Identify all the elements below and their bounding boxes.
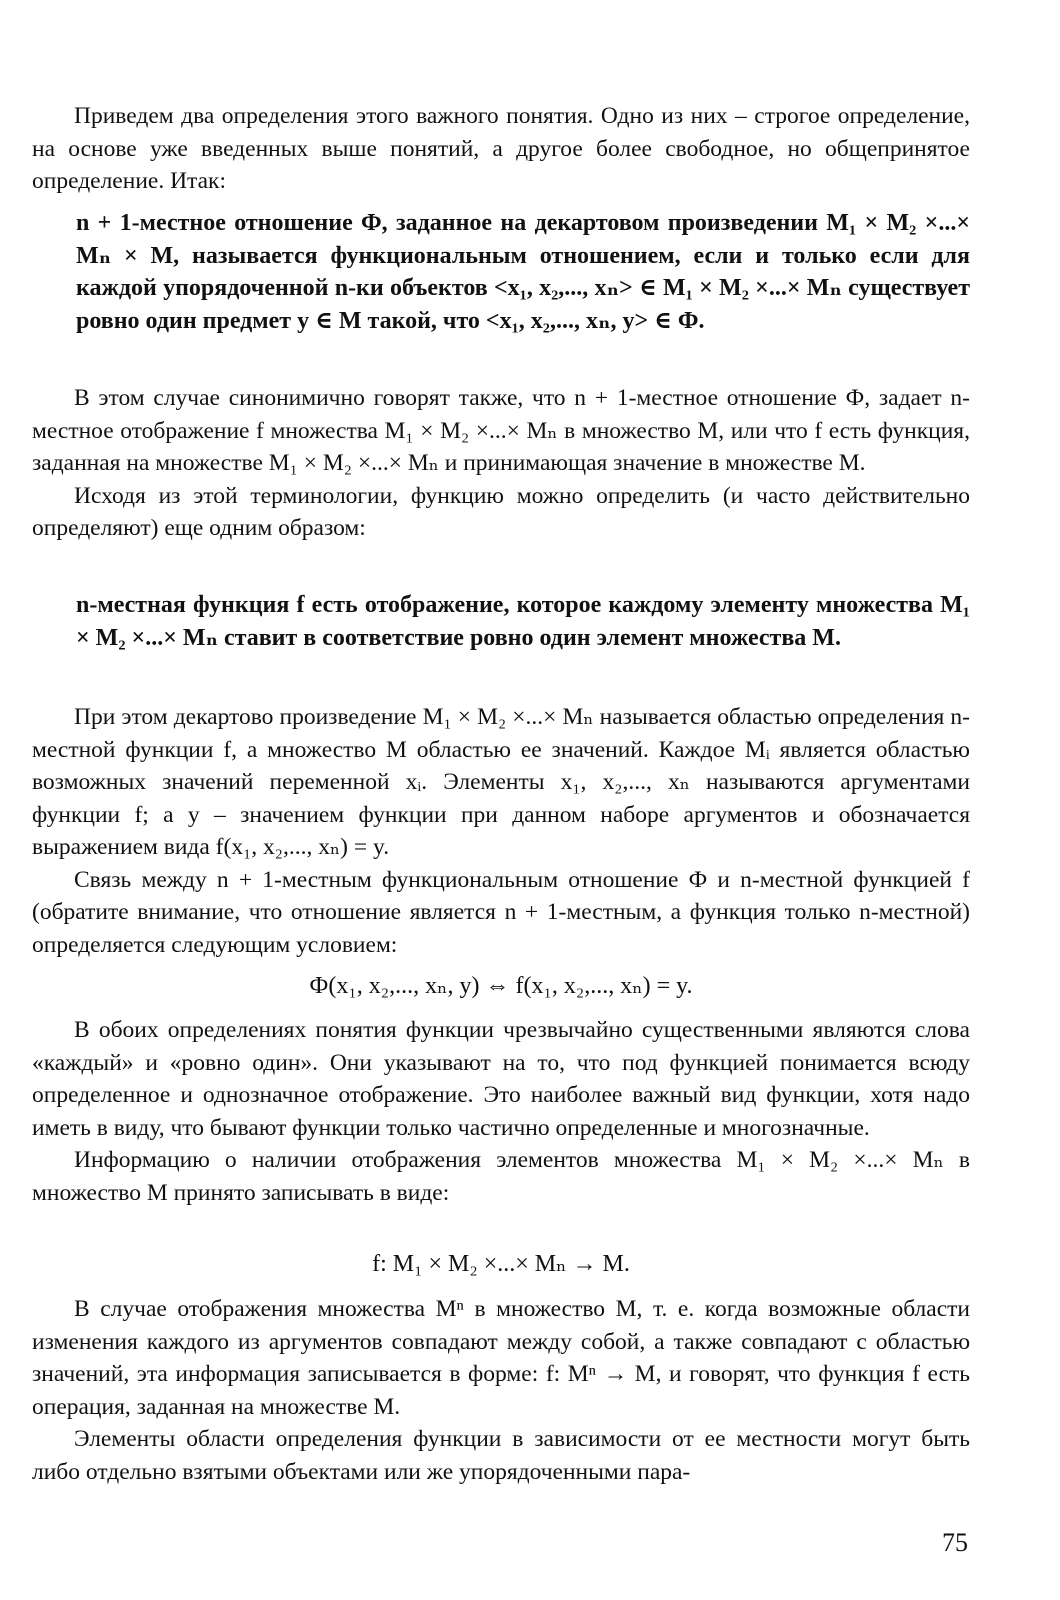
formula-equivalence: Ф(x₁, x₂,..., xₙ, y) ⇔ f(x₁, x₂,..., xₙ) = y. [309, 973, 693, 999]
paragraph-intro: Приведем два определения этого важного понятия. Одно из них – строгое определение, на основе уже введенных выше понятий, а другое более свободное, но общепринятое определение. Итак: [32, 103, 970, 194]
paragraph-operation: В случае отображения множества Mⁿ в множество M, т. е. когда возможные области изменения каждого из аргументов совпадают между собой, а также совпадают с областью значений, эта информация записывается в форме: f: Mⁿ → M, и говорят, что функция f есть операция, заданная на множестве M. [32, 1296, 970, 1420]
case-block [32, 382, 970, 545]
definition-function: n-местная функция f есть отображение, которое каждому элементу множества M₁ × M₂ ×...× Mₙ ставит в соответствие ровно один элемент множества M. [76, 592, 970, 651]
paragraph-synonym: В этом случае синонимично говорят также, что n + 1-местное отношение Ф, задает n-местное отображение f множества M₁ × M₂ ×...× Mₙ в множество M, или что f есть функция, заданная на множестве M₁ × M₂ ×...× Mₙ и принимающая значение в множестве M. [32, 385, 970, 476]
formula-mapping: f: M₁ × M₂ ×...× Mₙ → M. [372, 1251, 630, 1277]
paragraph-domain: При этом декартово произведение M₁ × M₂ ×...× Mₙ называется областью определения n-местной функции f, а множество M областью ее значений. Каждое Mᵢ является областью возможных значений переменной xᵢ. Элементы x₁, x₂,..., xₙ называются аргументами функции f; а y – значением функции при данном наборе аргументов и обозначается выражением вида f(x₁, x₂,..., xₙ) = y. [32, 704, 970, 860]
intro-block [32, 100, 970, 198]
paragraph-link: Связь между n + 1-местным функциональным отношение Ф и n-местной функцией f (обратите внимание, что отношение является n + 1-местным, а функция только n-местной) определяется следующим условием: [32, 866, 970, 958]
operation-block [32, 1293, 970, 1488]
page-number: 75 [942, 1528, 968, 1557]
paragraph-elements: Элементы области определения функции в зависимости от ее местности могут быть либо отдельно взятыми объектами или же упорядоченными пара- [32, 1426, 970, 1485]
paragraph-info: Информацию о наличии отображения элементов множества M₁ × M₂ ×...× Mₙ в множество M принято записывать в виде: [32, 1147, 970, 1206]
domain-block [32, 701, 970, 961]
both-block [32, 1014, 970, 1209]
paragraph-both-definitions: В обоих определениях понятия функции чрезвычайно существенными являются слова «каждый» и «ровно один». Они указывают на то, что под функцией понимается всюду определенное и однозначное отображение. Это наиболее важный вид функции, хотя надо иметь в виду, что бывают функции только частично определенные и многозначные. [32, 1017, 970, 1141]
definition-functional-relation: n + 1-местное отношение Ф, заданное на декартовом произведении M₁ × M₂ ×...× Mₙ × M, называется функциональным отношением, если и только если для каждой упорядоченной n-ки объектов <x₁, x₂,..., xₙ> ∈ M₁ × M₂ ×...× Mₙ существует ровно один предмет y ∈ M такой, что <x₁, x₂,..., xₙ, y> ∈ Ф. [76, 210, 970, 334]
paragraph-terminology: Исходя из этой терминологии, функцию можно определить (и часто действительно определяют) еще одним образом: [32, 482, 970, 541]
